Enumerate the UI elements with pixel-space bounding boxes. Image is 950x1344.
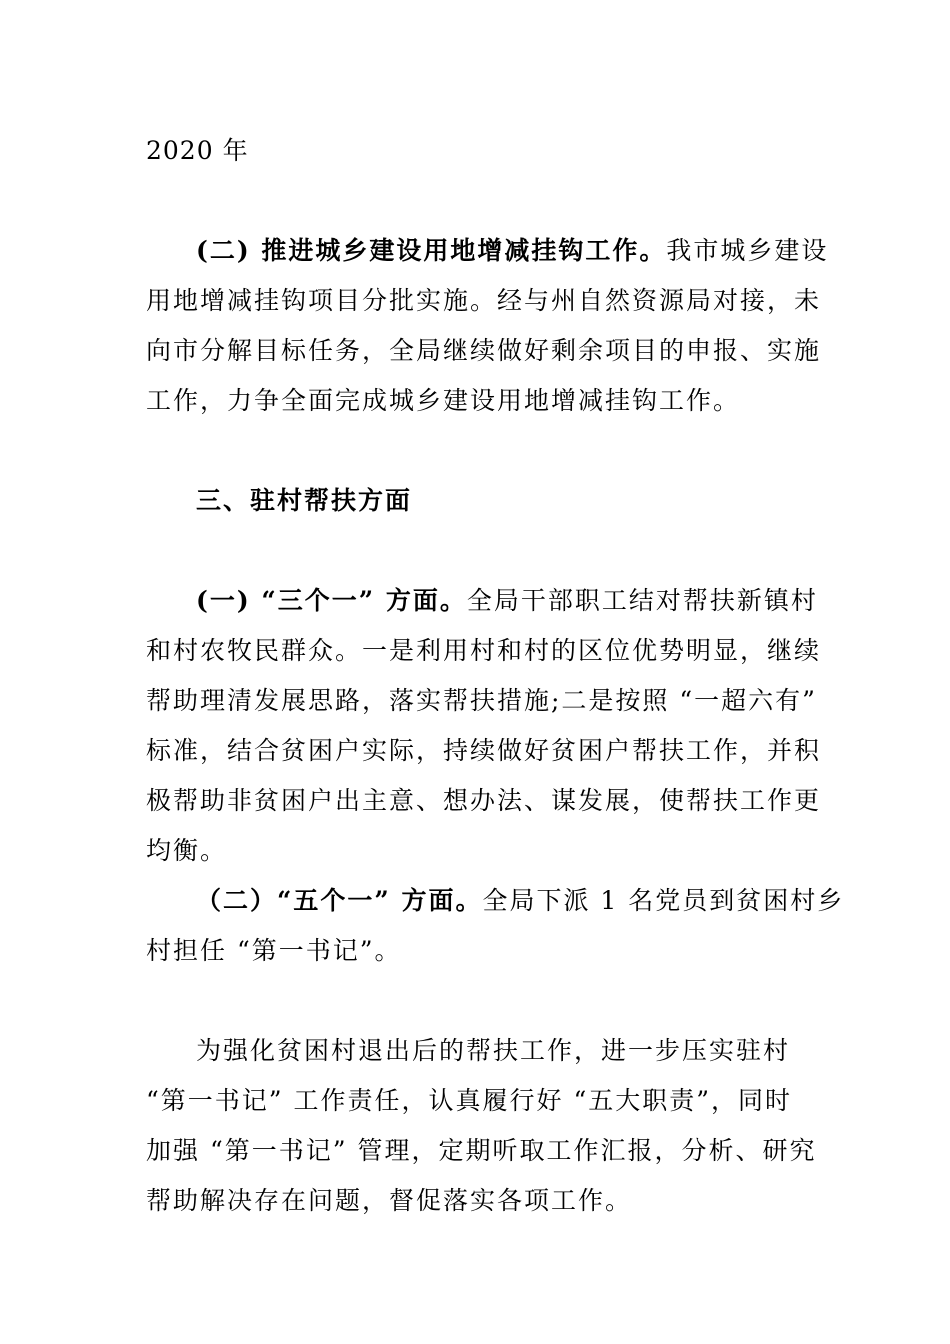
body-line: 为强化贫困村退出后的帮扶工作，进一步压实驻村 bbox=[196, 1036, 791, 1065]
body-line: 用地增减挂钩项目分批实施。经与州自然资源局对接，未 bbox=[146, 286, 822, 315]
year-line: 2020 年 bbox=[146, 136, 249, 165]
body-line: 均衡。 bbox=[146, 836, 228, 865]
body-text: 全局干部职工结对帮扶新镇村 bbox=[466, 586, 818, 615]
section-3-1-first-line bbox=[196, 586, 856, 616]
body-line: “第一书记” 工作责任，认真履行好 “五大职责”，同时 bbox=[146, 1086, 793, 1115]
section-3-heading: 三、驻村帮扶方面 bbox=[196, 486, 413, 515]
body-line: 标准，结合贫困户实际，持续做好贫困户帮扶工作，并积 bbox=[146, 736, 822, 765]
section-3-1-heading: (一) “三个一” 方面。 bbox=[196, 586, 467, 615]
body-line: 向市分解目标任务，全局继续做好剩余项目的申报、实施 bbox=[146, 336, 822, 365]
body-line: 帮助解决存在问题，督促落实各项工作。 bbox=[146, 1186, 633, 1215]
section-3-2-first-line bbox=[196, 886, 856, 916]
body-text: 我市城乡建设 bbox=[666, 236, 829, 265]
section-3-2-heading: （二）“五个一” 方面。 bbox=[196, 886, 483, 915]
body-line: 加强 “第一书记” 管理，定期听取工作汇报，分析、研究 bbox=[146, 1136, 817, 1165]
section-2-2-heading: (二) 推进城乡建设用地增减挂钩工作。 bbox=[196, 236, 667, 265]
body-line: 极帮助非贫困户出主意、想办法、谋发展，使帮扶工作更 bbox=[146, 786, 822, 815]
body-text: 全局下派 1 名党员到贫困村乡 bbox=[482, 886, 845, 915]
body-line: 工作，力争全面完成城乡建设用地增减挂钩工作。 bbox=[146, 386, 741, 415]
body-line: 和村农牧民群众。一是利用村和村的区位优势明显，继续 bbox=[146, 636, 822, 665]
section-2-2-first-line bbox=[196, 236, 856, 266]
body-line: 帮助理清发展思路，落实帮扶措施;二是按照 “一超六有” bbox=[146, 686, 817, 715]
body-line: 村担任 “第一书记”。 bbox=[146, 936, 402, 965]
